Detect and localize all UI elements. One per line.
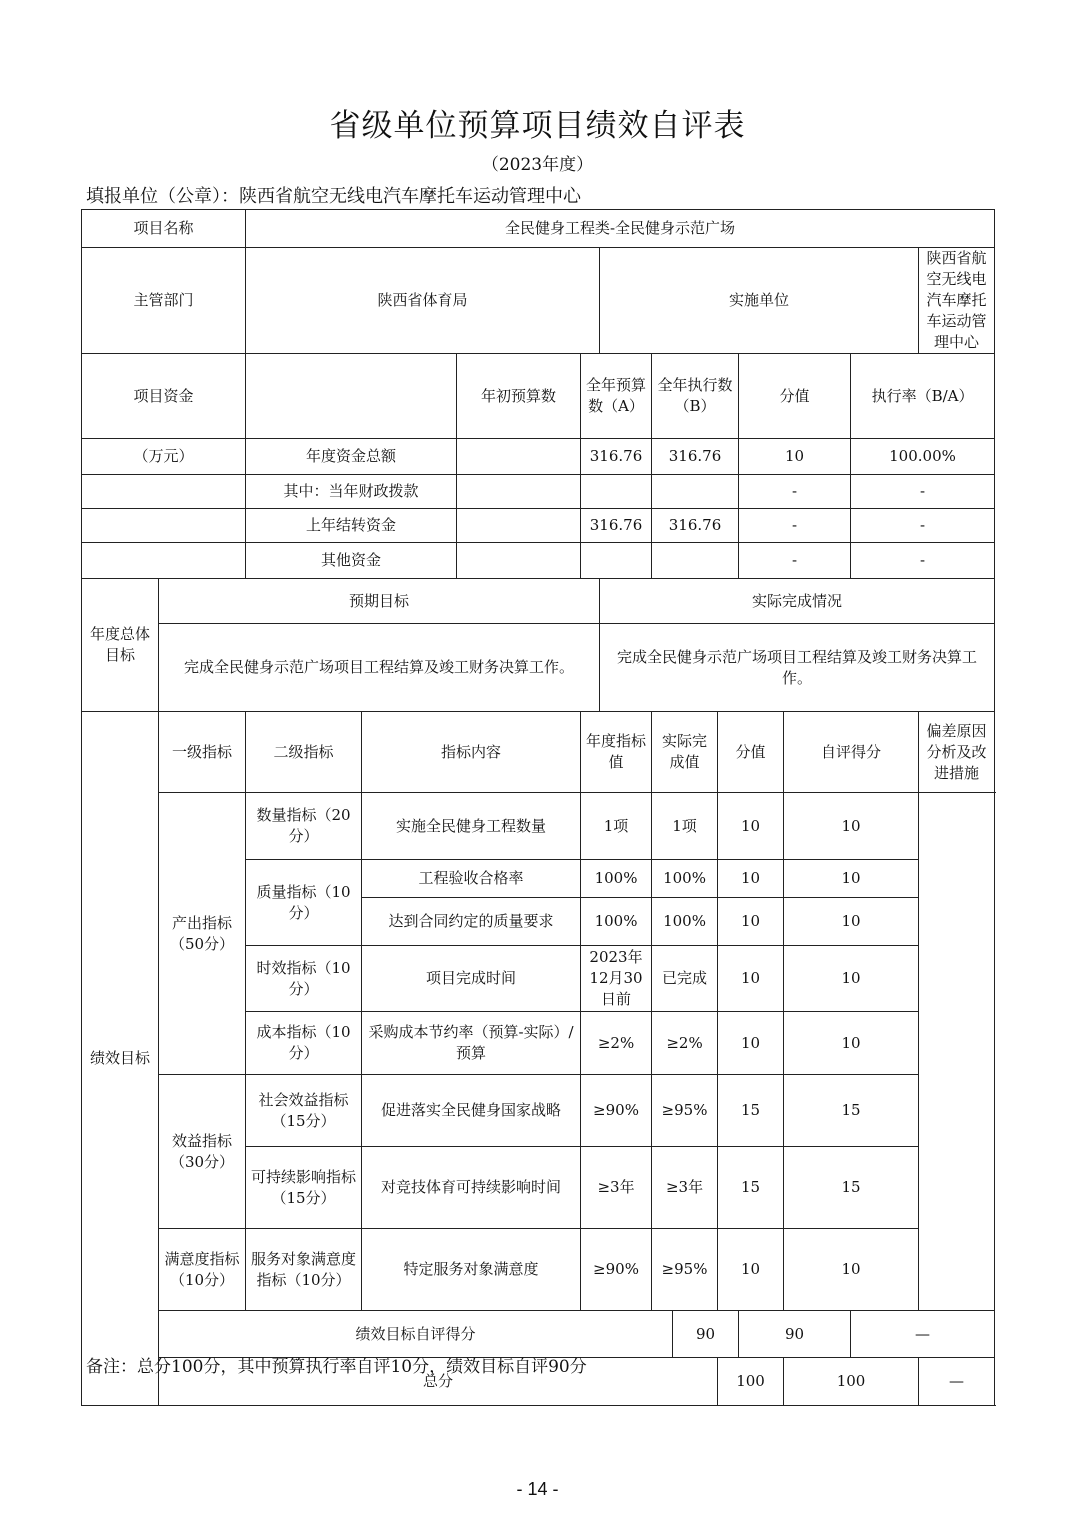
rate-header: 执行率（B/A） bbox=[851, 354, 995, 439]
total-self: 100 bbox=[784, 1358, 919, 1406]
funds-row-label: 上年结转资金 bbox=[246, 509, 457, 543]
actual-goal-text: 完成全民健身示范广场项目工程结算及竣工财务决算工作。 bbox=[600, 624, 995, 712]
indicator-self: 10 bbox=[784, 898, 919, 946]
satisfaction-group: 满意度指标（10分） bbox=[159, 1229, 246, 1311]
perf-row bbox=[82, 1075, 995, 1147]
self-header: 自评得分 bbox=[784, 712, 919, 793]
funds-score: - bbox=[739, 475, 851, 509]
funds-executed: 316.76 bbox=[652, 509, 739, 543]
indicator-score: 10 bbox=[718, 1229, 784, 1311]
indicator-content: 工程验收合格率 bbox=[362, 860, 581, 898]
quantity-indicator: 数量指标（20分） bbox=[246, 793, 362, 860]
funds-rate: - bbox=[851, 475, 995, 509]
funds-annual: 316.76 bbox=[581, 439, 652, 475]
indicator-target: ≥3年 bbox=[581, 1147, 652, 1229]
actual-header: 实际完成值 bbox=[652, 712, 718, 793]
indicator-target: ≥90% bbox=[581, 1075, 652, 1147]
funds-header-row bbox=[82, 354, 995, 439]
project-name-label: 项目名称 bbox=[82, 210, 246, 248]
funds-row bbox=[82, 509, 995, 543]
indicator-target: ≥90% bbox=[581, 1229, 652, 1311]
funds-annual bbox=[581, 475, 652, 509]
indicator-actual: ≥95% bbox=[652, 1229, 718, 1311]
indicator-self: 10 bbox=[784, 860, 919, 898]
indicator-self: 10 bbox=[784, 946, 919, 1012]
department-row bbox=[82, 248, 995, 354]
indicator-score: 15 bbox=[718, 1075, 784, 1147]
funds-label: 项目资金 bbox=[82, 354, 246, 439]
indicator-content: 特定服务对象满意度 bbox=[362, 1229, 581, 1311]
indicator-score: 15 bbox=[718, 1147, 784, 1229]
indicator-actual: ≥3年 bbox=[652, 1147, 718, 1229]
funds-executed bbox=[652, 475, 739, 509]
indicator-score: 10 bbox=[718, 898, 784, 946]
indicator-actual: 100% bbox=[652, 898, 718, 946]
funds-blank bbox=[246, 354, 457, 439]
project-name-row bbox=[82, 210, 995, 248]
total-label: 总分 bbox=[159, 1358, 718, 1406]
funds-score: 10 bbox=[739, 439, 851, 475]
funds-executed bbox=[652, 543, 739, 579]
funds-initial bbox=[457, 439, 581, 475]
annual-budget-header: 全年预算数（A） bbox=[581, 354, 652, 439]
time-indicator: 时效指标（10分） bbox=[246, 946, 362, 1012]
indicator-content: 达到合同约定的质量要求 bbox=[362, 898, 581, 946]
project-name-value: 全民健身工程类-全民健身示范广场 bbox=[246, 210, 995, 248]
content-header: 指标内容 bbox=[362, 712, 581, 793]
indicator-score: 10 bbox=[718, 1012, 784, 1075]
perf-label: 绩效目标 bbox=[82, 712, 159, 1406]
funds-rate: - bbox=[851, 509, 995, 543]
reason-blank bbox=[919, 793, 995, 1311]
funds-unit: （万元） bbox=[82, 439, 246, 475]
impl-value: 陕西省航空无线电汽车摩托车运动管理中心 bbox=[919, 248, 995, 354]
indicator-content: 促进落实全民健身国家战略 bbox=[362, 1075, 581, 1147]
funds-rate: 100.00% bbox=[851, 439, 995, 475]
funds-row bbox=[82, 543, 995, 579]
score-header: 分值 bbox=[718, 712, 784, 793]
indicator-content: 采购成本节约率（预算-实际）/预算 bbox=[362, 1012, 581, 1075]
dept-value: 陕西省体育局 bbox=[246, 248, 600, 354]
funds-blank-cell bbox=[82, 509, 246, 543]
funds-row bbox=[82, 475, 995, 509]
footnote: 备注：总分100分，其中预算执行率自评10分，绩效目标自评90分 bbox=[86, 1357, 587, 1377]
level2-header: 二级指标 bbox=[246, 712, 362, 793]
indicator-score: 10 bbox=[718, 860, 784, 898]
indicator-target: 100% bbox=[581, 860, 652, 898]
indicator-actual: ≥95% bbox=[652, 1075, 718, 1147]
indicator-self: 10 bbox=[784, 1012, 919, 1075]
indicator-score: 10 bbox=[718, 793, 784, 860]
indicator-self: 10 bbox=[784, 793, 919, 860]
indicator-actual: 100% bbox=[652, 860, 718, 898]
perf-row bbox=[82, 1229, 995, 1311]
funds-score: - bbox=[739, 509, 851, 543]
page-number: - 14 - bbox=[516, 1479, 559, 1499]
funds-row-label: 其他资金 bbox=[246, 543, 457, 579]
funds-row-label: 其中：当年财政拨款 bbox=[246, 475, 457, 509]
impl-label: 实施单位 bbox=[600, 248, 919, 354]
indicator-actual: 1项 bbox=[652, 793, 718, 860]
subtotal-score: 90 bbox=[673, 1311, 739, 1358]
output-group: 产出指标（50分） bbox=[159, 793, 246, 1075]
indicator-self: 15 bbox=[784, 1147, 919, 1229]
funds-executed: 316.76 bbox=[652, 439, 739, 475]
executed-header: 全年执行数 （B） bbox=[652, 354, 739, 439]
cost-indicator: 成本指标（10分） bbox=[246, 1012, 362, 1075]
indicator-actual: ≥2% bbox=[652, 1012, 718, 1075]
total-score: 100 bbox=[718, 1358, 784, 1406]
funds-blank-cell bbox=[82, 475, 246, 509]
dept-label: 主管部门 bbox=[82, 248, 246, 354]
subtotal-self: 90 bbox=[739, 1311, 851, 1358]
reason-header: 偏差原因分析及改进措施 bbox=[919, 712, 995, 793]
indicator-content: 实施全民健身工程数量 bbox=[362, 793, 581, 860]
indicator-actual: 已完成 bbox=[652, 946, 718, 1012]
indicator-target: 100% bbox=[581, 898, 652, 946]
perf-row bbox=[82, 793, 995, 860]
indicator-self: 15 bbox=[784, 1075, 919, 1147]
subtotal-label: 绩效目标自评得分 bbox=[159, 1311, 673, 1358]
total-reason: — bbox=[919, 1358, 995, 1406]
filling-unit: 填报单位（公章）：陕西省航空无线电汽车摩托车运动管理中心 bbox=[86, 186, 581, 207]
perf-header-row bbox=[82, 712, 995, 793]
goals-label: 年度总体目标 bbox=[82, 579, 159, 712]
funds-annual bbox=[581, 543, 652, 579]
funds-initial bbox=[457, 475, 581, 509]
funds-blank-cell bbox=[82, 543, 246, 579]
goals-content-row bbox=[82, 624, 995, 712]
indicator-target: 2023年12月30日前 bbox=[581, 946, 652, 1012]
funds-row-label: 年度资金总额 bbox=[246, 439, 457, 475]
indicator-score: 10 bbox=[718, 946, 784, 1012]
page-subtitle: （2023年度） bbox=[481, 155, 594, 175]
self-evaluation-table bbox=[81, 209, 995, 1406]
perf-subtotal-row bbox=[82, 1311, 995, 1358]
level1-header: 一级指标 bbox=[159, 712, 246, 793]
subtotal-reason: — bbox=[851, 1311, 995, 1358]
initial-budget-header: 年初预算数 bbox=[457, 354, 581, 439]
funds-score: - bbox=[739, 543, 851, 579]
funds-annual: 316.76 bbox=[581, 509, 652, 543]
sustain-indicator: 可持续影响指标（15分） bbox=[246, 1147, 362, 1229]
expected-goal-header: 预期目标 bbox=[159, 579, 600, 624]
actual-goal-header: 实际完成情况 bbox=[600, 579, 995, 624]
score-header: 分值 bbox=[739, 354, 851, 439]
funds-row bbox=[82, 439, 995, 475]
target-header: 年度指标值 bbox=[581, 712, 652, 793]
indicator-target: ≥2% bbox=[581, 1012, 652, 1075]
funds-initial bbox=[457, 543, 581, 579]
funds-rate: - bbox=[851, 543, 995, 579]
service-indicator: 服务对象满意度指标（10分） bbox=[246, 1229, 362, 1311]
indicator-self: 10 bbox=[784, 1229, 919, 1311]
quality-indicator: 质量指标（10分） bbox=[246, 860, 362, 946]
goals-header-row bbox=[82, 579, 995, 624]
indicator-target: 1项 bbox=[581, 793, 652, 860]
benefit-group: 效益指标（30分） bbox=[159, 1075, 246, 1229]
social-indicator: 社会效益指标（15分） bbox=[246, 1075, 362, 1147]
page-title: 省级单位预算项目绩效自评表 bbox=[329, 108, 746, 144]
expected-goal-text: 完成全民健身示范广场项目工程结算及竣工财务决算工作。 bbox=[159, 624, 600, 712]
indicator-content: 对竞技体育可持续影响时间 bbox=[362, 1147, 581, 1229]
funds-initial bbox=[457, 509, 581, 543]
indicator-content: 项目完成时间 bbox=[362, 946, 581, 1012]
